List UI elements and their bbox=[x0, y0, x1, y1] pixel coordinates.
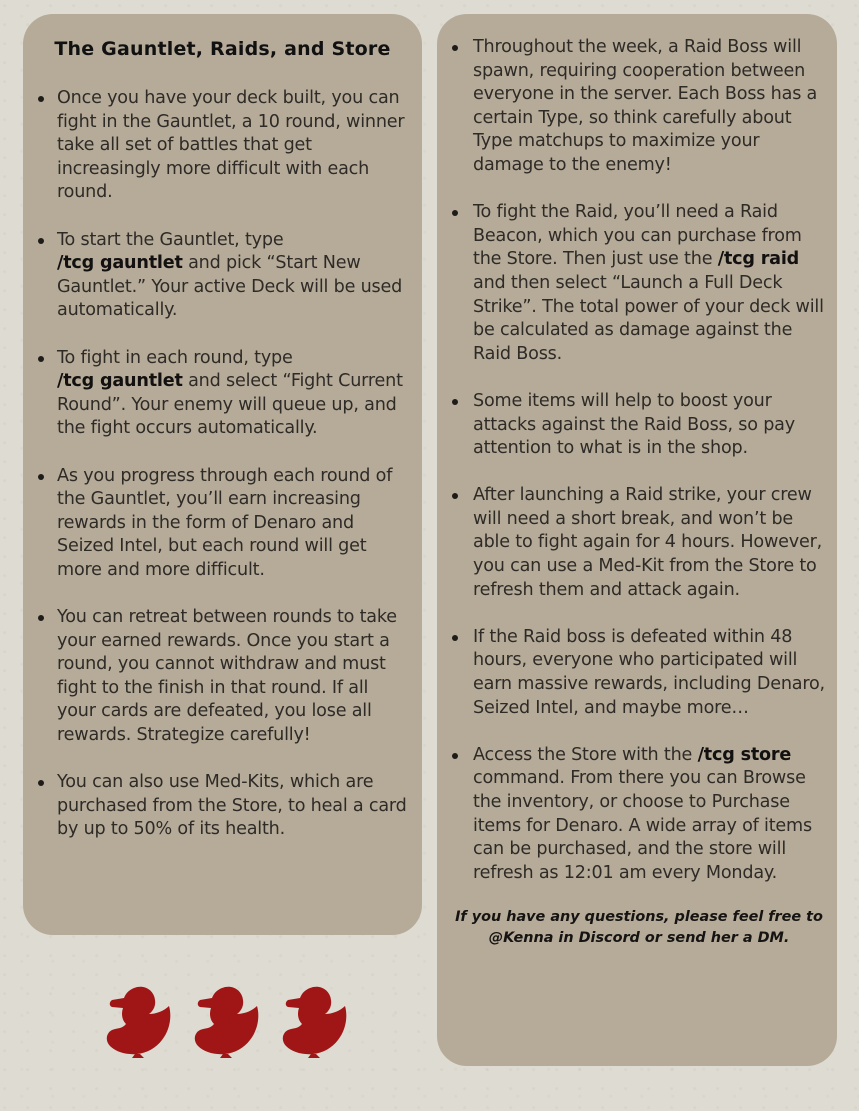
command-text: /tcg gauntlet bbox=[57, 371, 183, 392]
list-item: You can retreat between rounds to take your earned rewards. Once you start a round, you cannot withdraw and must fight to the finish in that round. If all your cards are defeated, you lose all rewards. Strategize carefully! bbox=[37, 606, 408, 748]
command-text: /tcg raid bbox=[717, 249, 800, 270]
command-text: /tcg gauntlet bbox=[57, 253, 183, 274]
contact-note-line-1: If you have any questions, please feel free to bbox=[455, 908, 823, 925]
left-panel bbox=[23, 14, 422, 935]
command-text: /tcg store bbox=[697, 744, 792, 765]
list-item: Access the Store with the /tcg store command. From there you can Browse the inventory, or choose to Purchase items for Denaro. A wide array of items can be purchased, and the store will refresh as 12:01 am every Monday. bbox=[451, 744, 827, 886]
right-bullet-list bbox=[451, 36, 827, 885]
contact-note-line-2: @Kenna in Discord or send her a DM. bbox=[488, 929, 790, 946]
list-item: You can also use Med-Kits, which are purchased from the Store, to heal a card by up to 50% of its health. bbox=[37, 771, 408, 842]
left-bullet-list bbox=[37, 87, 408, 842]
list-item: Some items will help to boost your attacks against the Raid Boss, so pay attention to what is in the shop. bbox=[451, 390, 827, 461]
page-title: The Gauntlet, Raids, and Store bbox=[54, 38, 391, 60]
right-panel bbox=[437, 14, 837, 1066]
list-item: Throughout the week, a Raid Boss will spawn, requiring cooperation between everyone in the server. Each Boss has a certain Type, so think carefully about Type matchups to maximize your damage to the enemy! bbox=[451, 36, 827, 178]
list-item: To start the Gauntlet, type /tcg gauntlet and pick “Start New Gauntlet.” Your active Deck will be used automatically. bbox=[37, 229, 408, 323]
rubber-duck-icon bbox=[104, 984, 172, 1058]
list-item: To fight in each round, type /tcg gauntlet and select “Fight Current Round”. Your enemy will queue up, and the fight occurs automatically. bbox=[37, 347, 408, 441]
rubber-duck-icon bbox=[280, 984, 348, 1058]
list-item: If the Raid boss is defeated within 48 hours, everyone who participated will earn massive rewards, including Denaro, Seized Intel, and maybe more… bbox=[451, 626, 827, 720]
duck-decoration bbox=[104, 984, 354, 1059]
list-item: After launching a Raid strike, your crew will need a short break, and won’t be able to fight again for 4 hours. However, you can use a Med-Kit from the Store to refresh them and attack again. bbox=[451, 484, 827, 602]
rubber-duck-icon bbox=[192, 984, 260, 1058]
contact-note bbox=[451, 907, 827, 949]
list-item: As you progress through each round of the Gauntlet, you’ll earn increasing rewards in the form of Denaro and Seized Intel, but each round will get more and more difficult. bbox=[37, 465, 408, 583]
list-item: Once you have your deck built, you can fight in the Gauntlet, a 10 round, winner take all set of battles that get increasingly more difficult with each round. bbox=[37, 87, 408, 205]
list-item: To fight the Raid, you’ll need a Raid Beacon, which you can purchase from the Store. Then just use the /tcg raid and then select “Launch a Full Deck Strike”. The total power of your deck will be calculated as damage against the Raid Boss. bbox=[451, 201, 827, 366]
